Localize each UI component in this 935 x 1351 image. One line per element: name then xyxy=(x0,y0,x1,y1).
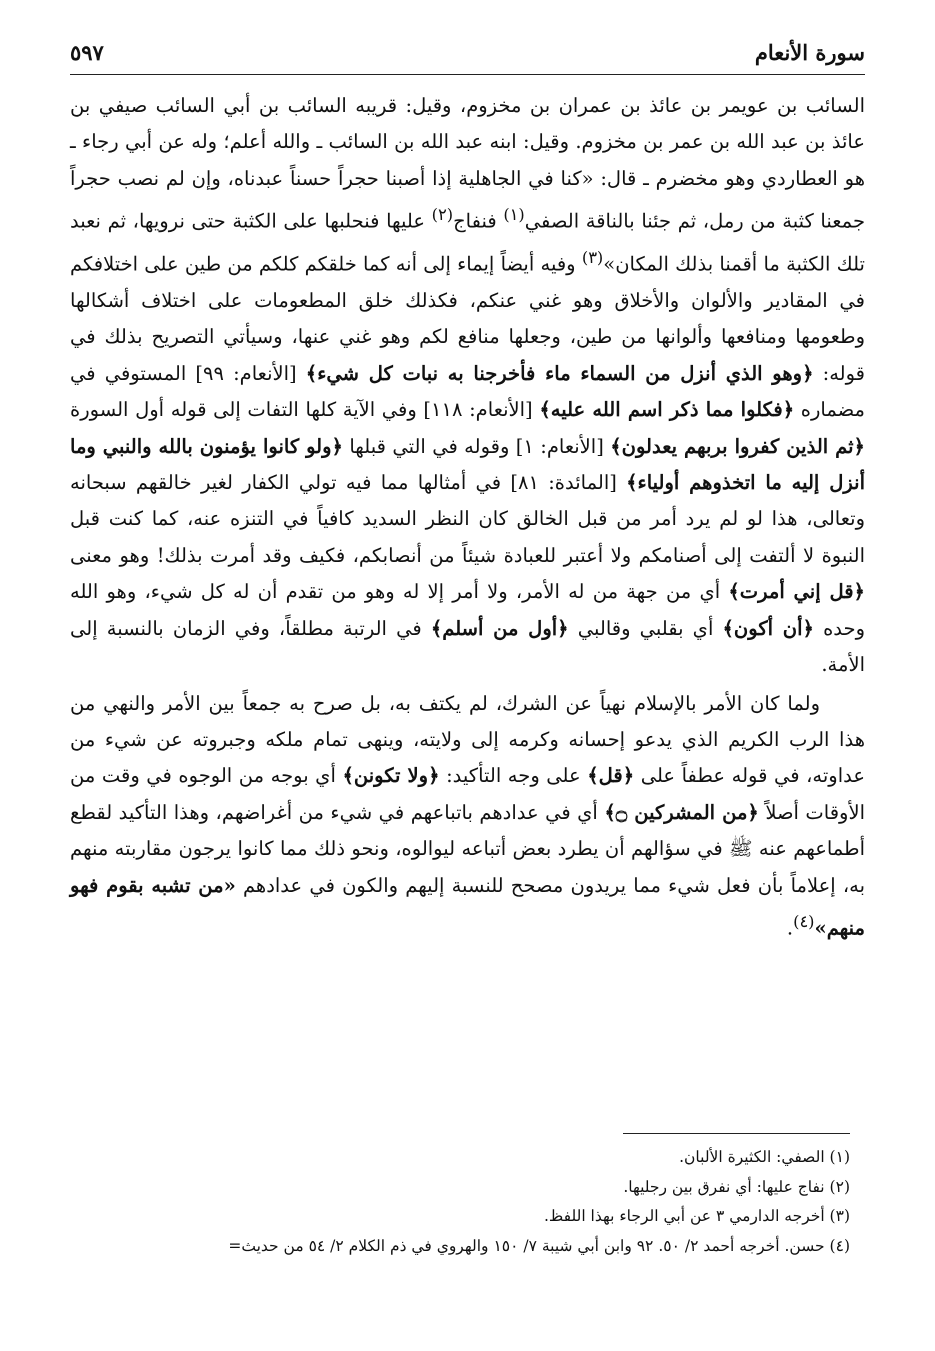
text-run: [المائدة: ٨١] في أمثالها مما فيه تولي الكفار لغير خالقهم سبحانه وتعالى، هذا لو لم يرد أمر من قبل الخالق كان النظر السديد كافياً في التنزه عنه، كما كنت قبل النبوة لا ألتفت إلى أصنامكم ولا أعتبر للعبادة شيئاً من أنصابكم، فكيف وقد أمرت بذلك! وهو معنى xyxy=(70,471,865,567)
quran-quote: ﴿قل إني أمرت﴾ xyxy=(728,580,865,604)
quran-quote: ﴿ثم الذين كفروا بربهم يعدلون﴾ xyxy=(610,434,865,458)
surah-title: سورة الأنعام xyxy=(754,40,865,65)
text-run: وفيه أيضاً إيماء إلى أنه كما خلقكم كلكم من طين على اختلافكم في المقادير والألوان والأخلاق وهو غني عنكم، فكذلك خلق المطعومات على اختلاف أشكالها وطعومها ومنافعها وألوانها من طين، وجعلها منافع لكم وهو غني عنها، وسيأتي التصريح بذلك في قوله: xyxy=(70,252,866,385)
quran-quote: ﴿من المشركين ۝﴾ xyxy=(604,800,759,824)
text-run: أي بوجه من الوجوه في وقت من الأوقات أصلاً xyxy=(70,764,865,824)
footnote-4: (٤) حسن. أخرجه أحمد ٢/ ٥٠. ٩٢ وابن أبي شيبة ٧/ ١٥٠ والهروي في ذم الكلام ٢/ ٥٤ من حديث= xyxy=(228,1236,850,1255)
paragraph-2 xyxy=(70,686,865,947)
footnote-ref-2: (٢) xyxy=(431,205,454,225)
footnote-2: (٢) نفاج عليها: أي نفرق بين رجليها. xyxy=(623,1177,850,1196)
footnotes xyxy=(80,1143,850,1261)
main-text xyxy=(70,88,865,947)
quran-quote: ﴿ولا تكونن﴾ xyxy=(342,764,440,788)
footnote-ref-4: (٤) xyxy=(793,911,815,931)
quran-quote: ﴿قل﴾ xyxy=(587,764,635,788)
hadith-quote: «من تشبه بقوم فهو منهم» xyxy=(70,873,865,940)
footnote-3: (٣) أخرجه الدارمي ٣ عن أبي الرجاء بهذا اللفظ. xyxy=(543,1207,850,1225)
text-run: السائب بن عويمر بن عائذ بن عمران بن مخزوم، وقيل: قريبه السائب بن أبي السائب صيفي بن عائذ بن عبد الله بن عمر بن مخزوم. وقيل: ابنه عبد الله بن السائب ـ والله أعلم؛ وله عن أبي رجاء ـ هو العطاردي وهو مخضرم ـ قال: «كنا في الجاهلية إذا أصبنا حجراً حسناً عبدناه، وإن لم نصب حجراً جمعنا كثبة من رمل، ثم جئنا بالناقة الصفي xyxy=(70,94,865,233)
quran-quote: ﴿ولو كانوا يؤمنون بالله والنبي وما أنزل إليه ما اتخذوهم أولياء﴾ xyxy=(70,434,865,495)
footnote-ref-1: (١) xyxy=(503,205,525,225)
text-run: [الأنعام: ٩٩] المستوفي في مضماره xyxy=(70,361,865,422)
text-run: فنفاج xyxy=(453,209,504,233)
text-run: في الرتبة مطلقاً، وفي الزمان بالنسبة إلى الأمة. xyxy=(70,616,865,677)
page-number: ٥٩٧ xyxy=(70,40,104,65)
text-run: . xyxy=(786,916,794,940)
text-run: أي من جهة من له الأمر، ولا أمر إلا له وهو من تقدم أن له كل شيء، وهو الله وحده xyxy=(70,580,865,640)
quran-quote: ﴿أول من أسلم﴾ xyxy=(430,616,569,640)
paragraph-1 xyxy=(70,88,865,684)
text-run: على وجه التأكيد: xyxy=(439,764,588,788)
footnote-1: (١) الصفي: الكثيرة الألبان. xyxy=(679,1148,850,1166)
footnote-rule xyxy=(623,1133,850,1134)
header-rule xyxy=(70,74,865,75)
text-run: أي في عدادهم باتباعهم في شيء من أغراضهم، وهذا التأكيد لقطع أطماعهم عنه ﷺ في سؤالهم أن يطرد بعض أتباعه ليوالوه، ونحو ذلك مما كانوا يرجون مقاربته منهم به، إعلاماً بأن فعل شيء مما يريدون مصحح للنسبة إليهم والكون في عدادهم xyxy=(70,800,865,897)
text-run: [الأنعام: ١١٨] وفي الآية كلها التفات إلى قوله أول السورة xyxy=(70,398,540,422)
text-run: أي بقلبي وقالبي xyxy=(568,616,723,640)
text-run: عليها فنحلبها على الكثبة حتى نرويها، ثم نعبد تلك الكثبة ما أقمنا بذلك المكان» xyxy=(70,209,865,276)
quran-quote: ﴿وهو الذي أنزل من السماء ماء فأخرجنا به نبات كل شيء﴾ xyxy=(305,361,814,385)
text-run: ولما كان الأمر بالإسلام نهياً عن الشرك، لم يكتف به، بل صرح به جمعاً بين الأمر والنهي من هذا الرب الكريم الذي يدعو إحسانه وكرمه إلى ولايته، وينهى تمام ملكه وجبروته عن شيء من عداوته، في قوله عطفاً على xyxy=(70,691,865,788)
quran-quote: ﴿فكلوا مما ذكر اسم الله عليه﴾ xyxy=(539,398,795,422)
quran-quote: ﴿أن أكون﴾ xyxy=(722,616,814,640)
page-header xyxy=(70,38,865,78)
footnote-ref-3: (٣) xyxy=(581,248,604,268)
text-run: [الأنعام: ١] وقوله في التي قبلها xyxy=(342,434,611,458)
